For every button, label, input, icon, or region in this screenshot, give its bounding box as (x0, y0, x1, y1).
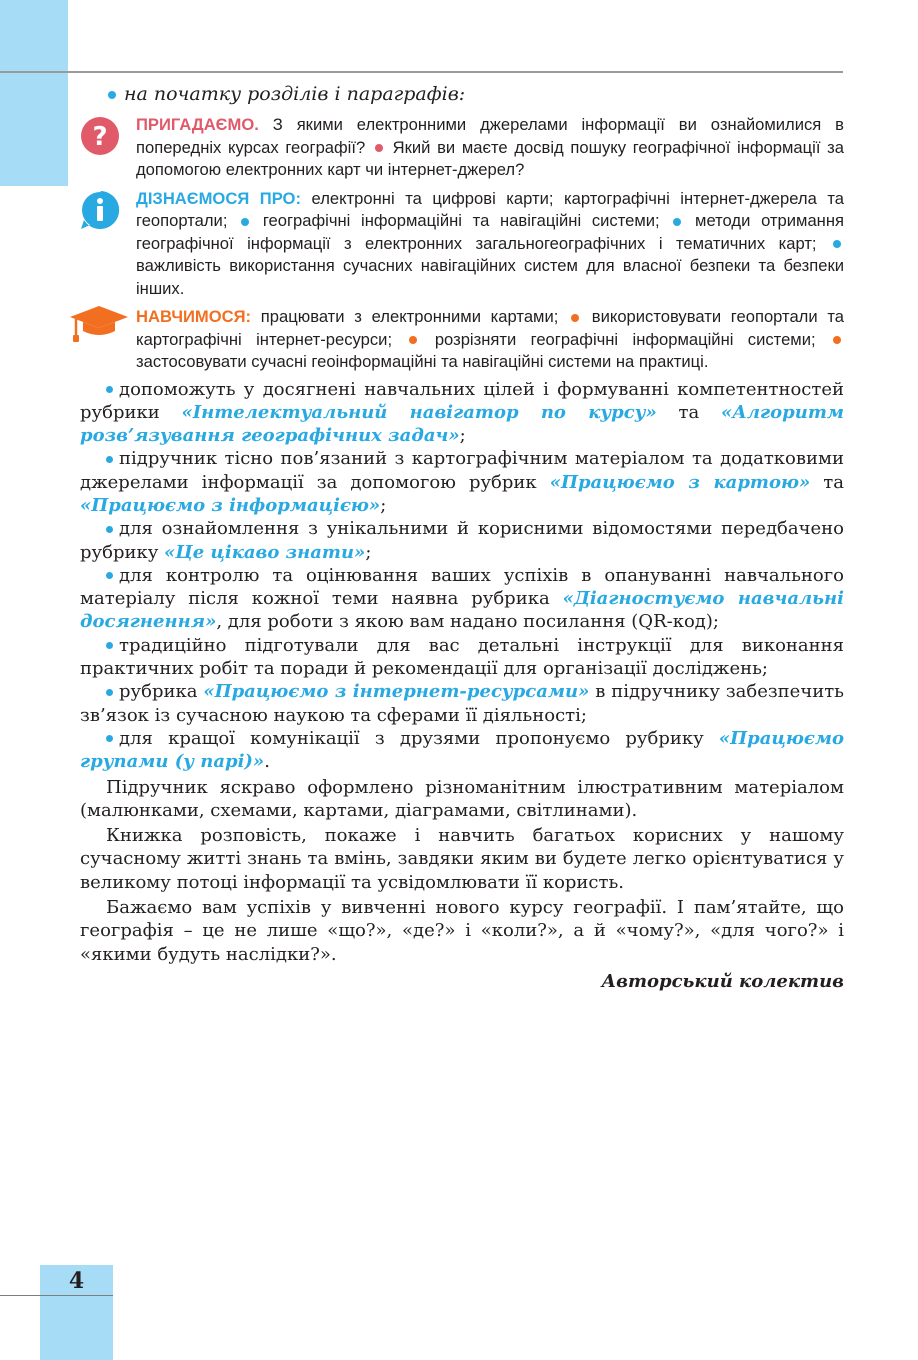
bullet-text: для ознайомлення з унікальними й корисними відомостями передбачено рубрику (80, 518, 844, 563)
rubric-learn-about-label: ДІЗНАЄМОСЯ ПРО: (136, 188, 301, 208)
rubric-recall-text-2: Який ви маєте досвід пошуку географічної інформації за допомогою електронних карт чи інтернет-джерел? (136, 137, 844, 179)
bullet-text: ; (365, 541, 372, 563)
bullet-dot (571, 314, 579, 322)
rubric-name: «Інтелектуальний навігатор по курсу» (181, 401, 657, 423)
bullet-dot (106, 456, 113, 463)
bullet-dot (375, 144, 383, 152)
rubric-learn-about-text-1: електронні та цифрові карти; картографічні інтернет-джерела та геопортали; (136, 188, 845, 230)
bullet-paragraph (80, 727, 844, 774)
rubric-name: «Працюємо групами (у парі)» (80, 727, 844, 773)
bullet-text: допоможуть у досягнені навчальних цілей і формуванні компетентностей рубрики (80, 378, 844, 423)
info-icon (80, 190, 120, 237)
bullet-dot (106, 386, 113, 393)
rubric-learn-to-label: НАВЧИМОСЯ: (136, 307, 252, 326)
bullet-text: ; (459, 425, 466, 447)
rubric-learn-about-text-4: важливість використання сучасних навігаційних систем для власної безпеки та безпеки інших. (136, 256, 844, 298)
rubric-recall-text-1: З якими електронними джерелами інформації ви ознайомилися в попередніх курсах географії? (136, 115, 844, 157)
bullet-dot (673, 218, 681, 226)
rubric-learn-to-text-3: розрізняти географічні інформаційні системи; (420, 329, 830, 349)
bullet-dot (833, 240, 841, 248)
rubric-name: «Працюємо з картою» (549, 471, 811, 493)
bullet-text: підручник тісно пов’язаний з картографічним матеріалом та додатковими джерелами інформації за допомогою рубрик (80, 448, 844, 493)
bullet-text: для кращої комунікації з друзями пропонуємо рубрику (119, 727, 719, 749)
bullet-paragraph (80, 517, 844, 564)
rubric-name: «Працюємо з інформацією» (80, 494, 381, 516)
rubric-name: «Це цікаво знати» (164, 541, 366, 563)
bullet-text: для контролю та оцінювання ваших успіхів в опануванні навчального матеріалу після кожної теми наявна рубрика (80, 564, 844, 610)
rubric-learn-about (80, 188, 844, 301)
question-icon (80, 116, 120, 163)
bullet-text: рубрика (119, 681, 204, 703)
intro-line (80, 80, 844, 108)
footer-rule (0, 1295, 113, 1296)
bullet-dot (106, 735, 113, 742)
rubric-learn-to (80, 306, 844, 374)
page-content (80, 80, 844, 994)
bullet-dot (833, 336, 841, 344)
bullet-dot (108, 91, 116, 99)
rubric-learn-to-text-2: використовувати геопортали та картографічні інтернет-ресурси; (136, 307, 844, 349)
page-tab-top (0, 0, 68, 186)
bullet-paragraph (80, 447, 844, 517)
bullet-text: та (656, 401, 721, 423)
rubric-name: «Працюємо з інтернет-ресурсами» (203, 681, 590, 703)
bullet-paragraph (80, 378, 844, 448)
bullet-text: . (264, 751, 270, 773)
bullet-text: традиційно підготували для вас детальні інструкції для виконання практичних робіт та поради й рекомендації для організації досліджень; (80, 634, 844, 680)
rubric-learn-about-text-2: географічні інформаційні та навігаційні системи; (252, 211, 671, 230)
rubric-recall-label: ПРИГАДАЄМО. (136, 115, 259, 134)
page-number: 4 (68, 1268, 85, 1294)
bullet-dot (106, 642, 113, 649)
intro-text: на початку розділів і параграфів: (124, 83, 466, 105)
bullet-dot (106, 572, 113, 579)
bullet-dot (241, 218, 249, 226)
bullet-paragraph (80, 680, 844, 727)
bullet-dot (106, 689, 113, 696)
bullet-paragraph (80, 564, 844, 634)
bullet-text: та (810, 471, 844, 493)
bullet-paragraph (80, 634, 844, 681)
bullet-dot (106, 526, 113, 533)
rubric-learn-to-text-1: працювати з електронними картами; (251, 307, 569, 326)
bullet-dot (409, 336, 417, 344)
rubric-name: «Діагностуємо навчальні досягнення» (80, 588, 844, 633)
header-rule (0, 71, 843, 73)
rubric-learn-about-text-3: методи отримання географічної інформації з електронних загальногеографічних і тематичних карт; (136, 211, 844, 253)
bullet-text: в підручнику забезпечить зв’язок із сучасною наукою та сферами її діяльності; (80, 681, 844, 726)
rubric-name: «Алгоритм розв’язування географічних задач» (80, 401, 844, 447)
rubric-recall (80, 114, 844, 182)
graduation-cap-icon (68, 304, 130, 351)
body-paragraph: Підручник яскраво оформлено різноманітним ілюстративним матеріалом (малюнками, схемами, картами, діаграмами, світлинами). (80, 776, 844, 821)
rubric-learn-to-text-4: застосовувати сучасні геоінформаційні та навігаційні системи на практиці. (136, 352, 709, 371)
body-paragraph: Бажаємо вам успіхів у вивченні нового курсу географії. І пам’ятайте, що географія – це не лише «що?», «де?» і «коли?», а й «чому?», «для чого?» і «якими будуть наслідки?». (80, 897, 844, 965)
bullet-text: ; (380, 494, 387, 516)
signature: Авторський колектив (601, 970, 844, 992)
bullet-text: , для роботи з якою вам надано посилання (QR-код); (216, 611, 719, 633)
svg-text:?: ? (92, 122, 108, 152)
body-paragraph: Книжка розповість, покаже і навчить багатьох корисних у нашому сучасному житті знань та вмінь, завдяки яким ви будете легко орієнтуватися у великому потоці інформації та усвідомлювати її користь. (80, 825, 844, 893)
